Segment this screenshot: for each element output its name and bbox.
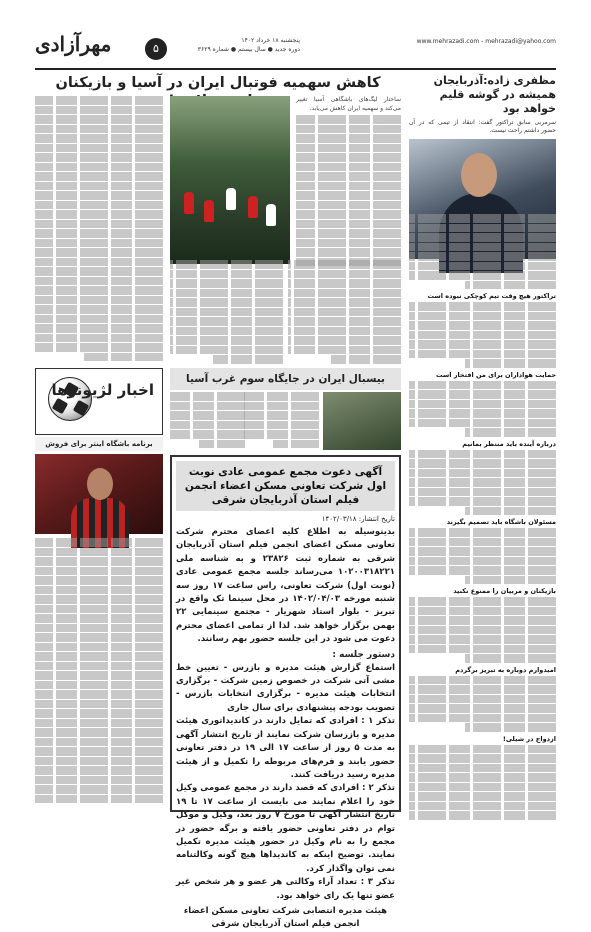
newspaper-logo: مهرآزادی (35, 32, 112, 56)
right-subhead-2: حمایت هواداران برای من افتخار است (435, 370, 556, 379)
main-story-area (170, 96, 401, 264)
second-story-area (170, 392, 401, 450)
issue-volume: دوره جدید ● سال بیستم ● شماره ۳۶۲۹ (197, 46, 300, 53)
right-subhead-1: تراکتور هیچ وقت تیم کوچکی نبوده است (427, 292, 556, 300)
right-headline: مظفری زاده:آذربایجان همیشه در گوشه قلیم خواهد بود (433, 74, 556, 115)
second-story-text-2 (170, 392, 245, 449)
second-story-text-1 (244, 392, 319, 449)
player-figure (266, 204, 276, 226)
coach-photo-head (461, 153, 497, 197)
continuation-col-1 (288, 260, 401, 365)
announcement-note-2: تذکر ۲ : افرادی که قصد دارند در مجمع عمومی وکیل خود را اعلام نمایند می بایست از ساعت ۱۷ تا ۱۹ تاریخ انتشار آگهی تا مورخ ۷ روز بعد، وکیل و موکل توام در دفتر تعاونی حضور یافته و برگه حضور در مجمع را به نام وکیل در حضور هیئت مدیره تکمیل نمایند. توضیح اینکه به کاندیداها هیچ گونه وکالتنامه نمی توان واگذار کرد. (176, 783, 395, 874)
issue-date-line (180, 36, 300, 54)
main-headline: کاهش سهمیه فوتبال ایران در آسیا و بازیکنان (55, 75, 381, 91)
masthead (35, 30, 556, 70)
right-subhead-6: امیدوارم دوباره به تبریز برگردم (455, 665, 556, 674)
legionnaires-news-box (35, 368, 163, 435)
announcement-note-1: تذکر ۱ : افرادی که تمایل دارند در کاندیداتوری هیئت مدیره و بازرسان شرکت نمایند از تاریخ انتشار آگهی به مدت ۵ روز از ساعت ۱۷ الی ۱۹ در دفتر تعاونی حضور یابند و فرم‌های مربوطه را تکمیل و از هیئت مدیره رسید دریافت کنند. (176, 716, 396, 780)
announcement-agenda-title: دستور جلسه : (332, 649, 395, 660)
player-figure (226, 188, 236, 210)
announcement-note-3: تذکر ۳ : تعداد آراء وکالتی هر عضو و هر شخص غیر عضو تنها یک رای خواهد بود. (176, 877, 395, 901)
baseball-photo (323, 392, 401, 450)
announcement-paragraph: بدینوسیله به اطلاع کلیه اعضای محترم شرکت تعاونی مسکن اعضای انجمن فیلم استان آذربایجان شرقی به شماره ثبت ۲۳۸۲۶ و به شناسه ملی ۱۰۲۰۰۳۱۸۲۲۱ می‌رساند جلسه مجمع عمومی عادی (نوبت اول) شرکت تعاونی، راس ساعت ۱۷ روز سه شنبه مورخه ۱۴۰۲/۰۴/۰۳ در محل سینما تک واقع در تبریز - بلوار استاد شهریار - مجتمع سینمایی ۲۲ بهمن برگزار خواهد شد. لذا از تمامی اعضای محترم دعوت می شود در این جلسه حضور بهم رسانند. (176, 527, 395, 645)
announcement-agenda: استماع گزارش هیئت مدیره و بازرس - تعیین خط مشی آتی شرکت در خصوص زمین شرکت - برگزاری انتخابات هیئت مدیره - برگزاری انتخابات بازرس - تصویب بودجه پیشنهادی برای سال جاری (176, 662, 395, 713)
main-story-intro: ساختار لیگ‌های باشگاهی آسیا تغییر می‌کند و سهمیه ایران کاهش می‌یابد. (296, 96, 401, 112)
main-story-text (296, 96, 401, 267)
legionnaires-label: اخبار لژیونرها (51, 381, 154, 399)
player-figure (204, 200, 214, 222)
second-story-headline: بیسبال ایران در جایگاه سوم غرب آسیا (170, 368, 401, 390)
player-head (87, 468, 113, 500)
issue-date: پنجشنبه ۱۸ خرداد ۱۴۰۲ (241, 37, 300, 44)
meeting-announcement (170, 455, 401, 930)
player-figure (248, 196, 258, 218)
left-news-text (35, 538, 163, 812)
contact-line: www.mehrazadi.com - mehrazadi@yahoo.com (416, 38, 556, 45)
right-subhead-3: درباره آینده باید منتظر بمانیم (462, 439, 556, 448)
player-portrait-photo (35, 454, 163, 534)
continuation-col-2 (170, 260, 283, 365)
right-column-body (409, 214, 556, 812)
announcement-title: آگهی دعوت مجمع عمومی عادی نوبت اول شرکت تعاونی مسکن اعضاء انجمن فیلم استان آذربایجان شرقی (176, 461, 395, 511)
left-column-text (35, 96, 163, 362)
right-subhead-4: مسئولان باشگاه باید تصمیم بگیرند (446, 518, 556, 526)
main-story-continuation (170, 260, 401, 365)
announcement-date: تاریخ انتشار: ۱۴۰۲/۰۳/۱۸ (321, 515, 395, 523)
page-number-badge: ۵ (145, 38, 167, 60)
right-subhead-5: بازیکنان و مربیان را ممنوع نکنید (453, 587, 556, 595)
player-figure (184, 192, 194, 214)
announcement-signature: هیئت مدیره انتصابی شرکت تعاونی مسکن اعضاء انجمن فیلم استان آذربایجان شرقی (183, 905, 388, 930)
left-news-title: برنامه باشگاه اینتر برای فروش (35, 437, 163, 451)
football-match-photo (170, 96, 290, 264)
right-subhead-7: ازدواج در شیلی! (502, 734, 556, 743)
right-lead: سرمربی سابق تراکتور گفت: انتقاد از تیمی که در آن حضور داشتم راحت نیست. (409, 119, 556, 134)
